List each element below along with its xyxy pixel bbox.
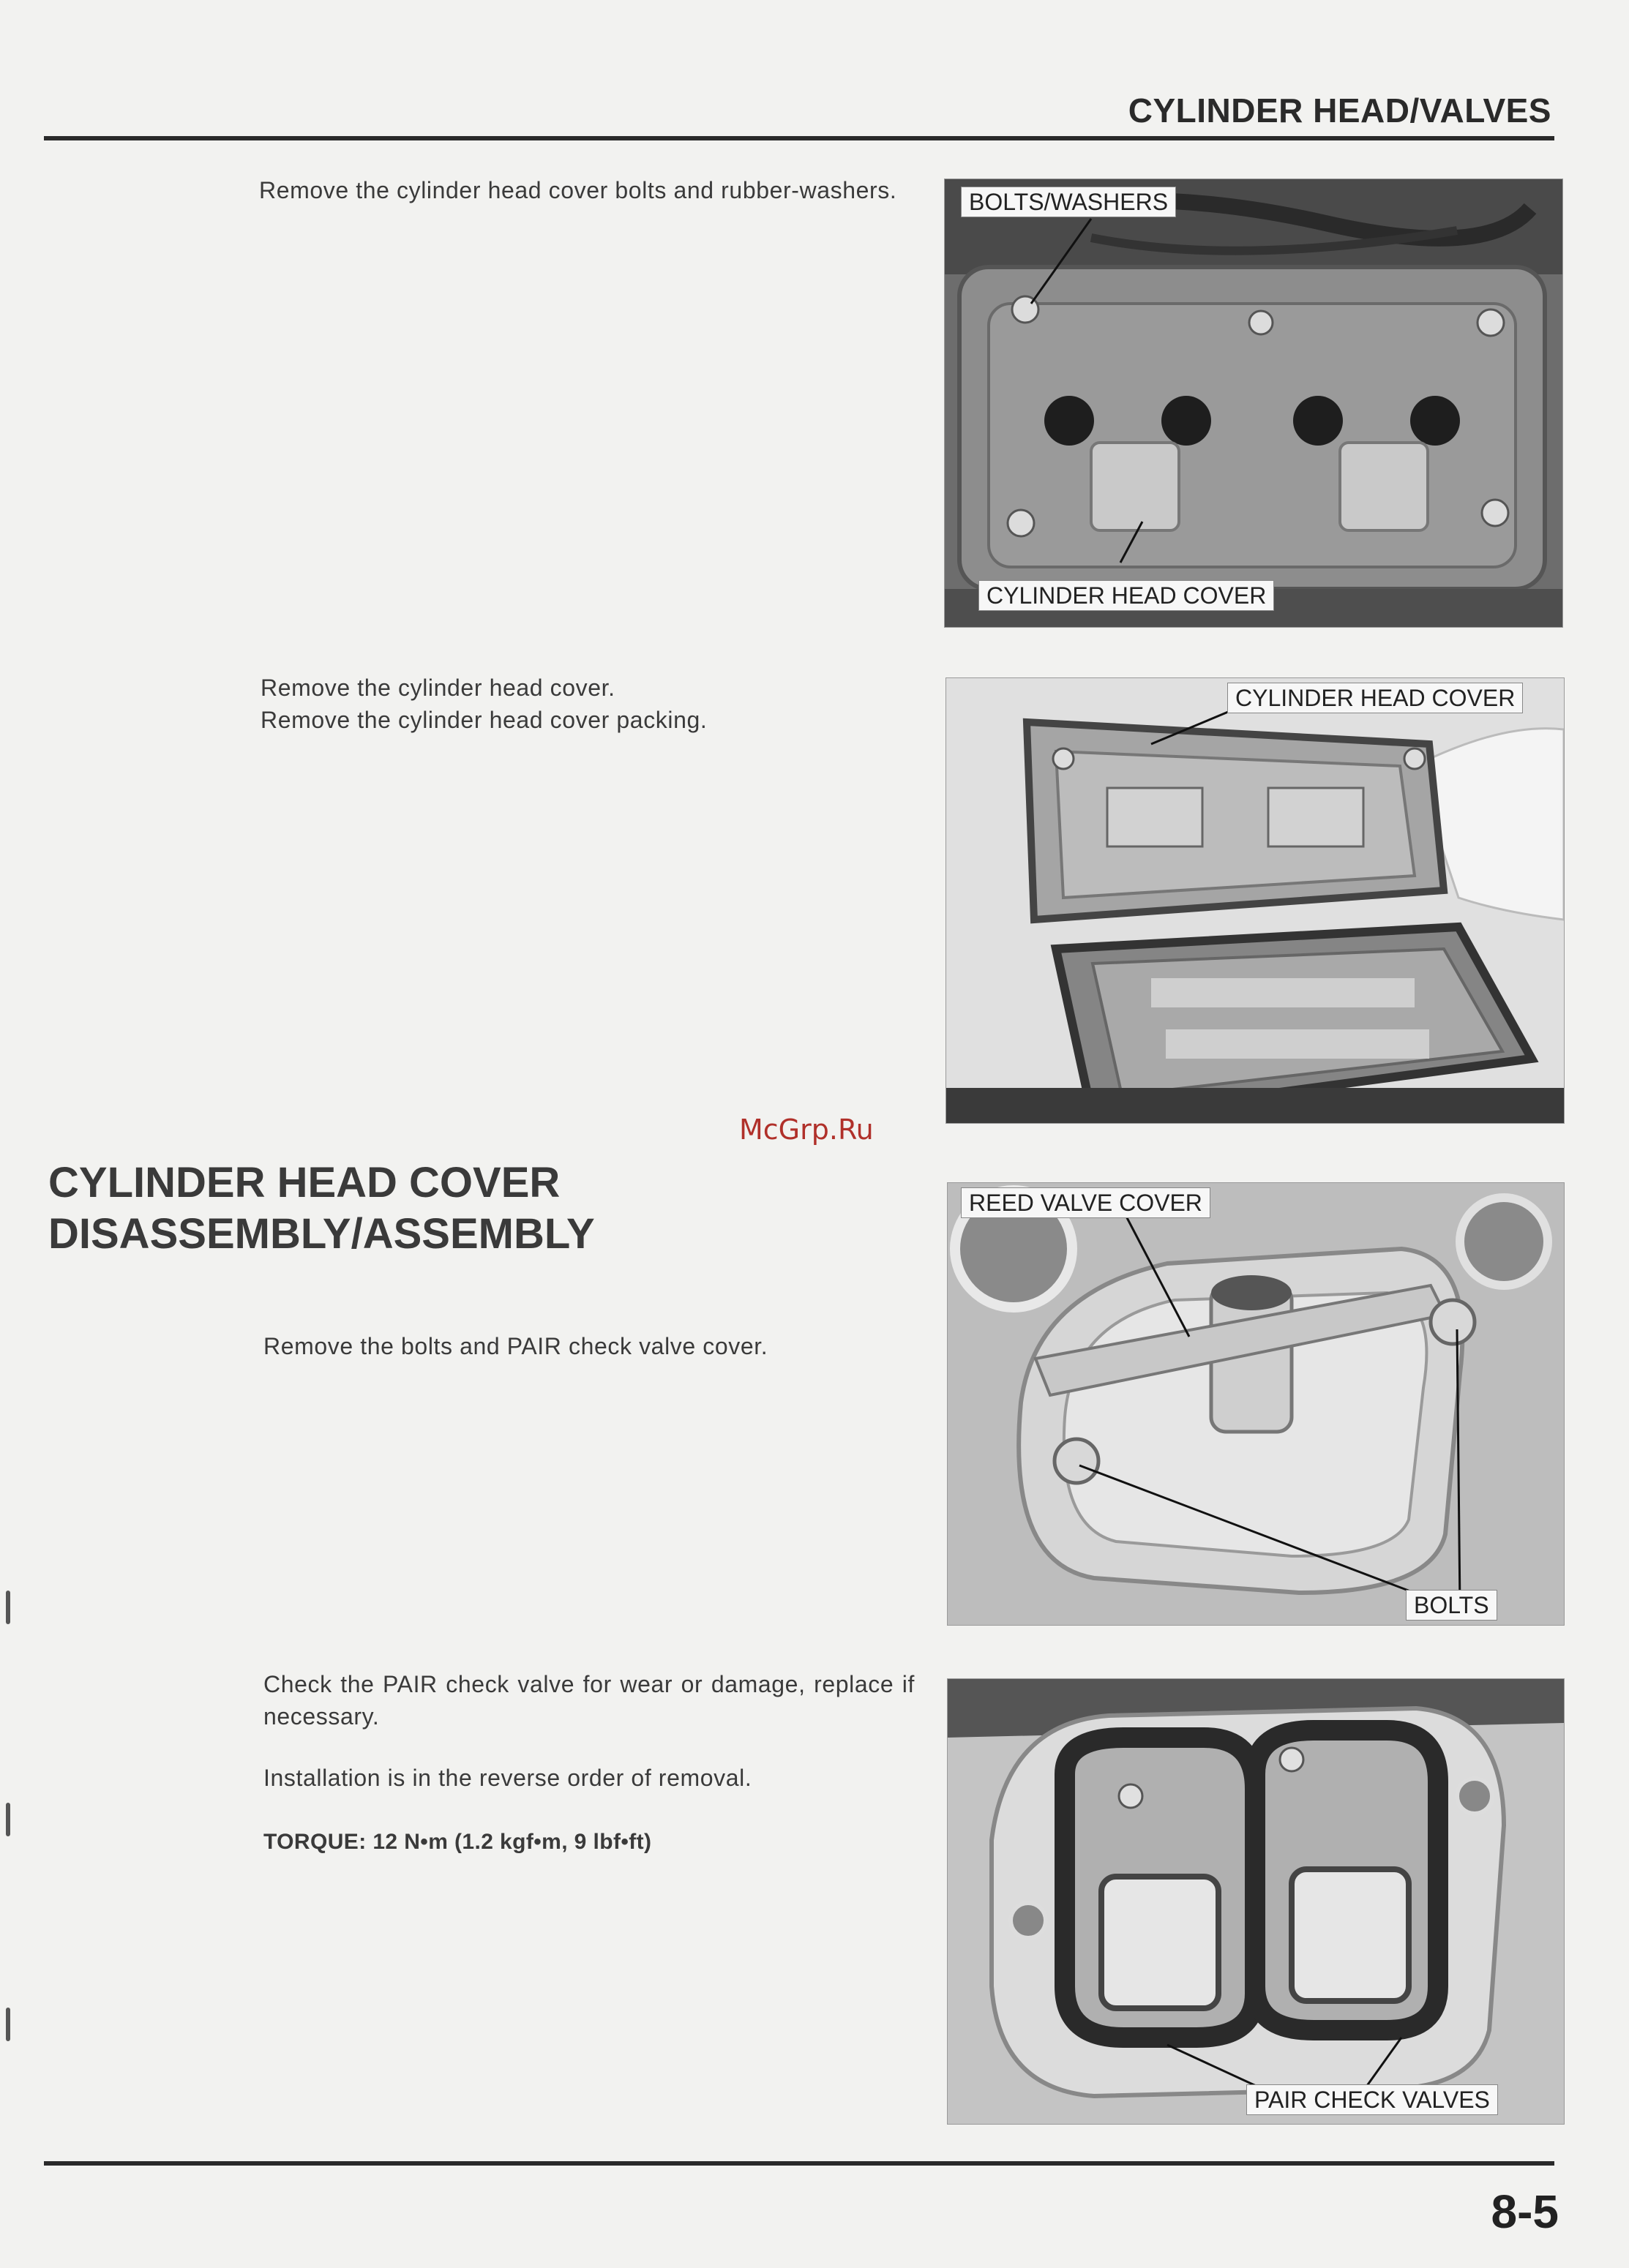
step-5-text: Installation is in the reverse order of removal. (263, 1765, 752, 1791)
binding-mark (6, 1803, 10, 1836)
binding-mark (6, 2008, 10, 2041)
step-4-text: Check the PAIR check valve for wear or damage, replace if necessary. (263, 1671, 915, 1730)
section-title: CYLINDER HEAD/VALVES (1128, 91, 1551, 129)
torque-spec: TORQUE: 12 N•m (1.2 kgf•m, 9 lbf•ft) (263, 1830, 652, 1854)
reed-valve-cover-photo (948, 1183, 1564, 1625)
section-heading-line-2: DISASSEMBLY/ASSEMBLY (48, 1210, 595, 1258)
step-2-line-1: Remove the cylinder head cover. (261, 675, 615, 701)
page-number: 8-5 (1491, 2185, 1559, 2238)
cover-removal-photo (946, 678, 1564, 1123)
figure-reed-valve-cover (947, 1182, 1565, 1626)
header-rule (44, 136, 1554, 140)
footer-rule (44, 2161, 1554, 2166)
binding-mark (6, 1591, 10, 1624)
section-heading (48, 1157, 707, 1260)
cylinder-head-cover-label-2: CYLINDER HEAD COVER (1227, 683, 1523, 713)
pair-check-valves-photo (948, 1679, 1564, 2124)
watermark: McGrp.Ru (739, 1114, 874, 1146)
pair-check-valves-label: PAIR CHECK VALVES (1246, 2084, 1498, 2115)
step-1-text: Remove the cylinder head cover bolts and rubber-washers. (259, 177, 897, 203)
bolts-label: BOLTS (1406, 1590, 1497, 1621)
step-3-text: Remove the bolts and PAIR check valve cover. (263, 1333, 768, 1359)
bolts-washers-label: BOLTS/WASHERS (961, 187, 1176, 217)
cover-bolts-photo (945, 179, 1562, 627)
cylinder-head-cover-label: CYLINDER HEAD COVER (978, 580, 1274, 611)
figure-cover-removal (945, 677, 1565, 1124)
section-heading-line-1: CYLINDER HEAD COVER (48, 1159, 561, 1206)
figure-cover-bolts (944, 179, 1563, 628)
step-2-text (261, 672, 919, 736)
figure-pair-check-valves (947, 1678, 1565, 2125)
step-2-line-2: Remove the cylinder head cover packing. (261, 707, 708, 733)
reed-valve-cover-label: REED VALVE COVER (961, 1187, 1210, 1218)
